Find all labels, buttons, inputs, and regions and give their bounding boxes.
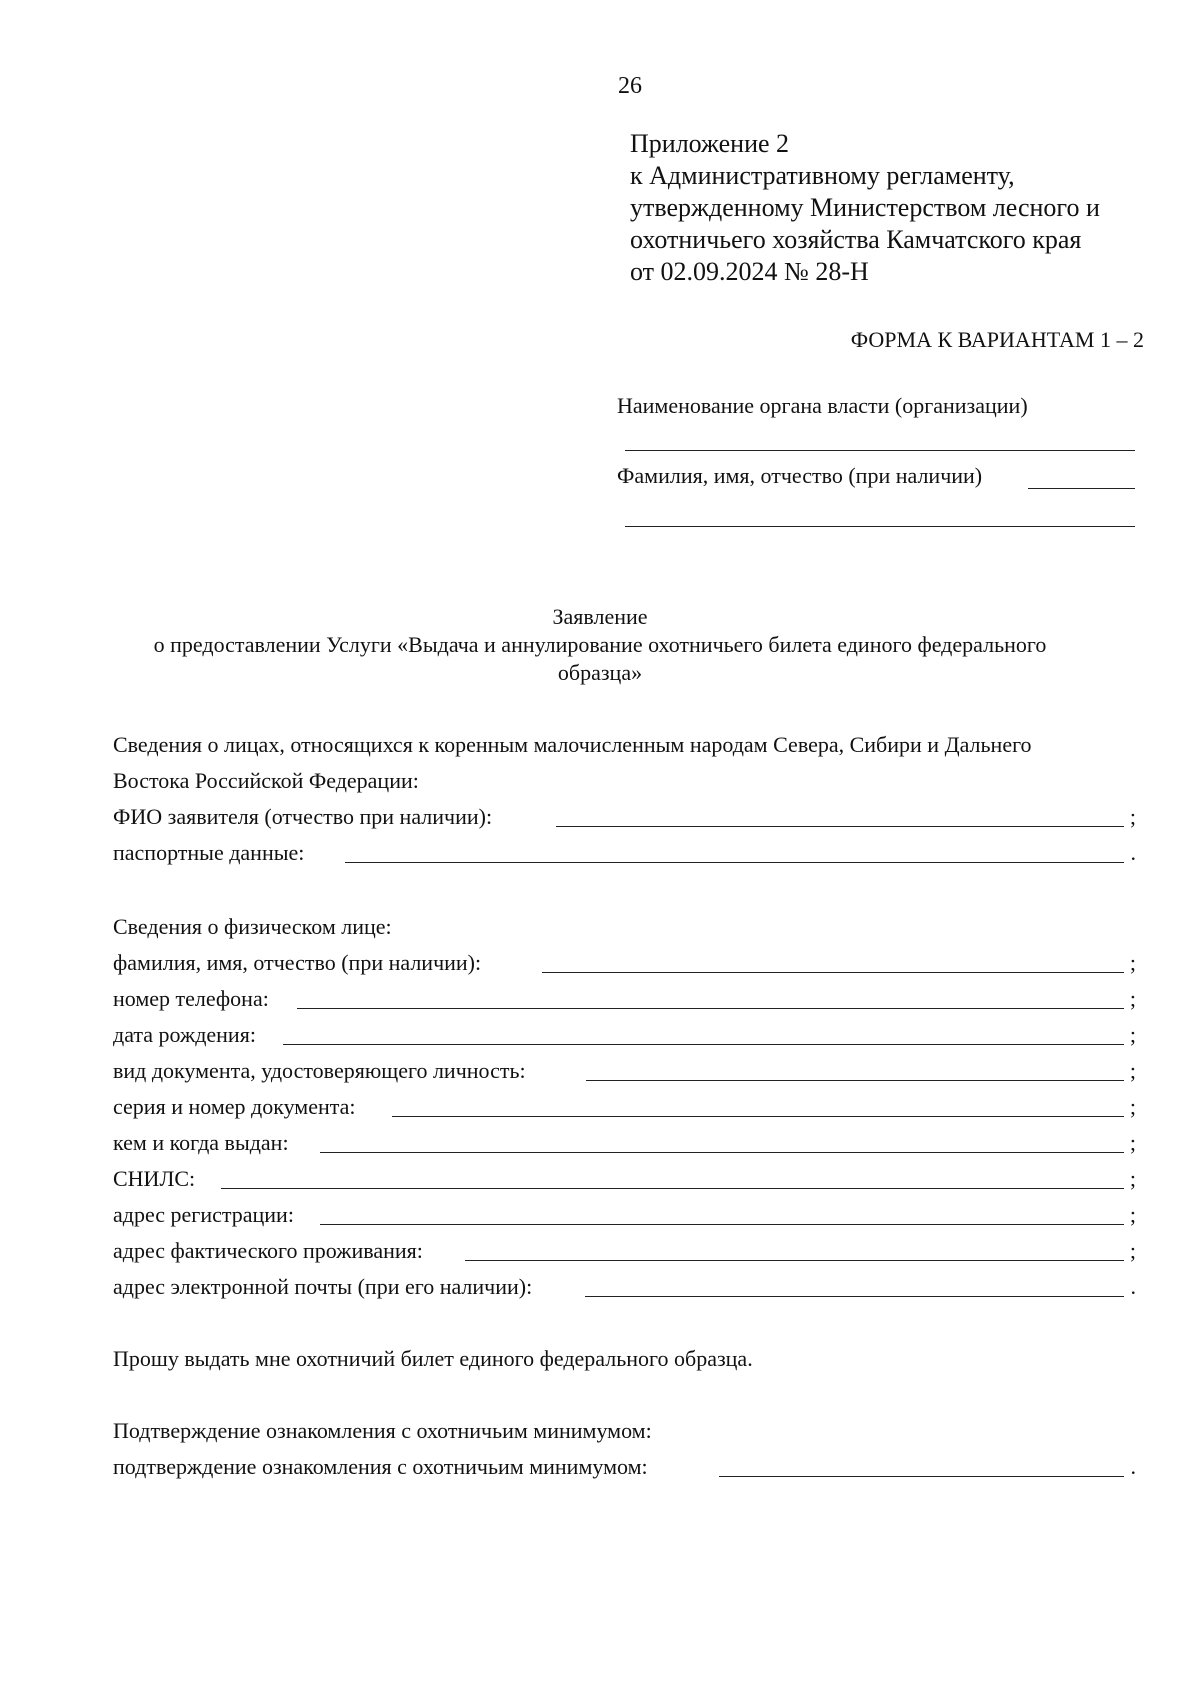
field-label: серия и номер документа: [113, 1094, 356, 1119]
field-label: номер телефона: [113, 986, 269, 1011]
field-terminator: ; [1129, 1130, 1136, 1155]
page-number: 26 [618, 73, 642, 99]
form-row [113, 1270, 1136, 1304]
form-row [113, 1450, 1136, 1484]
form-row [113, 1198, 1136, 1232]
field-label: адрес регистрации: [113, 1202, 294, 1227]
request-text: Прошу выдать мне охотничий билет единого федерального образца. [113, 1346, 753, 1371]
id-document-type-field[interactable] [586, 1080, 1124, 1081]
fio-label: Фамилия, имя, отчество (при наличии) [617, 463, 983, 488]
form-row [113, 1054, 1136, 1088]
appendix-line: Приложение 2 [630, 129, 790, 158]
form-row [113, 1126, 1136, 1160]
form-row [113, 800, 1136, 834]
person-heading: Сведения о физическом лице: [113, 914, 392, 939]
fio-field[interactable] [625, 526, 1135, 527]
phone-field[interactable] [297, 1008, 1124, 1009]
fullname-field[interactable] [542, 972, 1124, 973]
appendix-line: охотничьего хозяйства Камчатского края [630, 225, 1082, 254]
birthdate-field[interactable] [283, 1044, 1124, 1045]
title-line: о предоставлении Услуги «Выдача и аннулирование охотничьего билета единого федерального [153, 632, 1047, 657]
field-terminator: ; [1129, 1058, 1136, 1083]
field-terminator: ; [1129, 1166, 1136, 1191]
email-field[interactable] [585, 1296, 1124, 1297]
form-row [113, 946, 1136, 980]
field-label: ФИО заявителя (отчество при наличии): [113, 804, 493, 829]
form-row [113, 1090, 1136, 1124]
snils-field[interactable] [221, 1188, 1124, 1189]
hunting-heading: Подтверждение ознакомления с охотничьим минимумом: [113, 1418, 652, 1443]
field-terminator: ; [1129, 950, 1136, 975]
field-terminator: ; [1129, 804, 1136, 829]
field-terminator: . [1130, 840, 1136, 865]
indigenous-heading: Востока Российской Федерации: [113, 768, 419, 793]
field-label: кем и когда выдан: [113, 1130, 289, 1155]
passport-field[interactable] [345, 862, 1124, 863]
issued-by-field[interactable] [320, 1152, 1124, 1153]
field-label: дата рождения: [113, 1022, 256, 1047]
residence-address-field[interactable] [465, 1260, 1124, 1261]
appendix-line: к Административному регламенту, [630, 161, 1015, 190]
document-number-field[interactable] [392, 1116, 1124, 1117]
appendix-line: от 02.09.2024 № 28-Н [630, 257, 869, 286]
appendix-line: утвержденному Министерством лесного и [630, 193, 1100, 222]
field-label: СНИЛС: [113, 1166, 196, 1191]
field-label: адрес электронной почты (при его наличии): [113, 1274, 533, 1299]
form-row [113, 1162, 1136, 1196]
field-label: вид документа, удостоверяющего личность: [113, 1058, 526, 1083]
field-label: подтверждение ознакомления с охотничьим минимумом: [113, 1454, 648, 1479]
field-terminator: . [1130, 1274, 1136, 1299]
field-terminator: . [1130, 1454, 1136, 1479]
field-terminator: ; [1129, 1094, 1136, 1119]
field-terminator: ; [1129, 1238, 1136, 1263]
form-variant-label: ФОРМА К ВАРИАНТАМ 1 – 2 [850, 327, 1144, 352]
registration-address-field[interactable] [320, 1224, 1124, 1225]
field-terminator: ; [1129, 1022, 1136, 1047]
authority-label: Наименование органа власти (организации) [617, 393, 1028, 418]
indigenous-heading: Сведения о лицах, относящихся к коренным малочисленным народам Севера, Сибири и Дальнего [113, 732, 1032, 757]
title-heading: Заявление [552, 604, 648, 629]
form-row [113, 982, 1136, 1016]
document-title [80, 603, 1120, 687]
form-row [113, 1018, 1136, 1052]
title-line: образца» [557, 660, 643, 685]
fio-field-inline[interactable] [1028, 488, 1135, 489]
form-row [113, 1234, 1136, 1268]
applicant-fio-field[interactable] [556, 826, 1124, 827]
hunting-minimum-field[interactable] [719, 1476, 1124, 1477]
field-label: фамилия, имя, отчество (при наличии): [113, 950, 482, 975]
field-terminator: ; [1129, 986, 1136, 1011]
field-label: адрес фактического проживания: [113, 1238, 423, 1263]
authority-field[interactable] [625, 450, 1135, 451]
field-terminator: ; [1129, 1202, 1136, 1227]
form-row [113, 836, 1136, 870]
field-label: паспортные данные: [113, 840, 305, 865]
appendix-header [630, 128, 1170, 288]
